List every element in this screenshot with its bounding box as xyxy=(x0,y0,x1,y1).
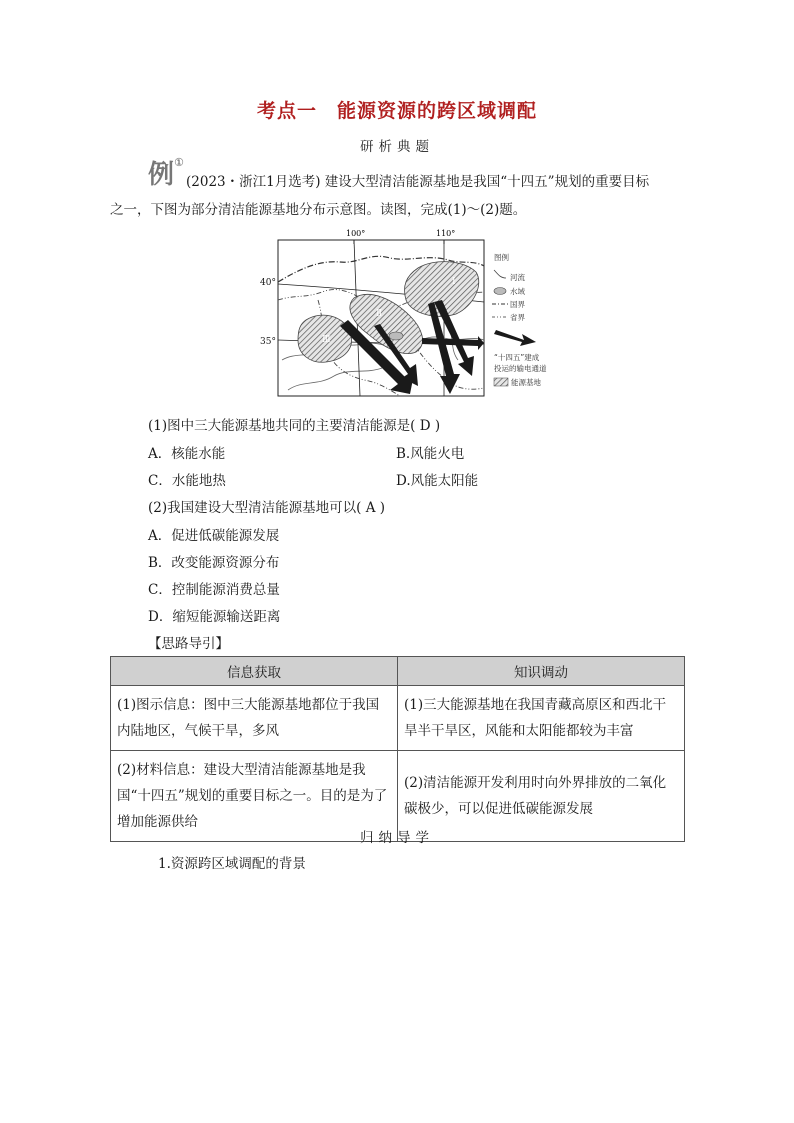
guide-heading: 【思路导引】 xyxy=(148,636,229,652)
example-intro-line2: 之一，下图为部分清洁能源基地分布示意图。读图，完成(1)～(2)题。 xyxy=(110,202,527,218)
q1-option-b: B.风能火电 xyxy=(396,446,465,462)
q2-option-c: C．控制能源消费总量 xyxy=(148,582,280,598)
question-1-stem xyxy=(148,414,440,434)
example-mark xyxy=(148,154,184,191)
example-mark-char: 例 xyxy=(148,160,175,190)
table-header-row xyxy=(111,657,685,686)
legend-water-icon xyxy=(494,288,506,295)
table-cell: (1)图示信息：图中三大能源基地都位于我国内陆地区，气候干旱，多风 xyxy=(111,686,398,751)
legend-base-icon xyxy=(494,378,508,386)
legend-province: 省界 xyxy=(510,313,525,322)
q2-option-a: A．促进低碳能源发展 xyxy=(148,528,280,544)
energy-base-map xyxy=(278,229,550,398)
base-label-2: Ⅱ xyxy=(376,309,383,319)
lat-label-35: 35° xyxy=(260,337,276,347)
base-label-3: Ⅲ xyxy=(322,335,331,345)
q1-option-a: A．核能水能 xyxy=(148,446,226,462)
table-row xyxy=(111,686,685,751)
legend-river-icon xyxy=(494,270,506,278)
section-heading-study: 研析典题 xyxy=(360,139,434,155)
lon-label-110: 110° xyxy=(436,229,456,238)
lon-label-100: 100° xyxy=(346,229,366,238)
question-2-text: (2)我国建设大型清洁能源基地可以( xyxy=(148,500,362,516)
legend-river: 河流 xyxy=(510,273,525,282)
lat-label-40: 40° xyxy=(260,278,276,288)
legend-national: 国界 xyxy=(510,300,525,309)
section-heading-summary: 归纳导学 xyxy=(360,830,434,846)
water-body xyxy=(389,332,403,340)
legend-channel-1: “十四五”建成 xyxy=(494,353,540,362)
question-1-close: ) xyxy=(434,418,441,434)
example-mark-number: ① xyxy=(174,156,184,169)
example-intro-line1: (2023・浙江1月选考) 建设大型清洁能源基地是我国“十四五”规划的重要目标 xyxy=(186,174,650,190)
summary-item-1: 1.资源跨区域调配的背景 xyxy=(158,856,306,872)
legend-water: 水域 xyxy=(510,287,525,296)
legend-channel-2: 投运的输电通道 xyxy=(494,364,547,373)
table-cell: (1)三大能源基地在我国青藏高原区和西北干旱半干旱区，风能和太阳能都较为丰富 xyxy=(398,686,685,751)
table-cell: (2)材料信息：建设大型清洁能源基地是我国“十四五”规划的重要目标之一。目的是为了增加能源供给 xyxy=(111,751,398,842)
question-1-answer: D xyxy=(419,418,431,434)
page-title: 考点一 能源资源的跨区域调配 xyxy=(256,100,537,122)
question-2-close: ) xyxy=(379,500,386,516)
legend-base: 能源基地 xyxy=(511,378,541,387)
legend-title: 图例 xyxy=(494,253,509,262)
legend-arrow-icon xyxy=(494,330,536,346)
question-1-text: (1)图中三大能源基地共同的主要清洁能源是( xyxy=(148,418,416,434)
base-label-1: Ⅰ xyxy=(452,277,456,287)
table-header-info: 信息获取 xyxy=(111,657,398,686)
question-2-stem xyxy=(148,496,385,516)
question-2-answer: A xyxy=(365,500,376,516)
table-cell: (2)清洁能源开发利用时向外界排放的二氧化碳极少，可以促进低碳能源发展 xyxy=(398,751,685,842)
q2-option-d: D．缩短能源输送距离 xyxy=(148,609,281,625)
table-header-knowledge: 知识调动 xyxy=(398,657,685,686)
guide-table xyxy=(110,656,685,842)
q1-option-d: D.风能太阳能 xyxy=(396,473,479,489)
q1-option-c: C．水能地热 xyxy=(148,473,226,489)
q2-option-b: B．改变能源资源分布 xyxy=(148,555,280,571)
map-legend xyxy=(492,252,547,387)
